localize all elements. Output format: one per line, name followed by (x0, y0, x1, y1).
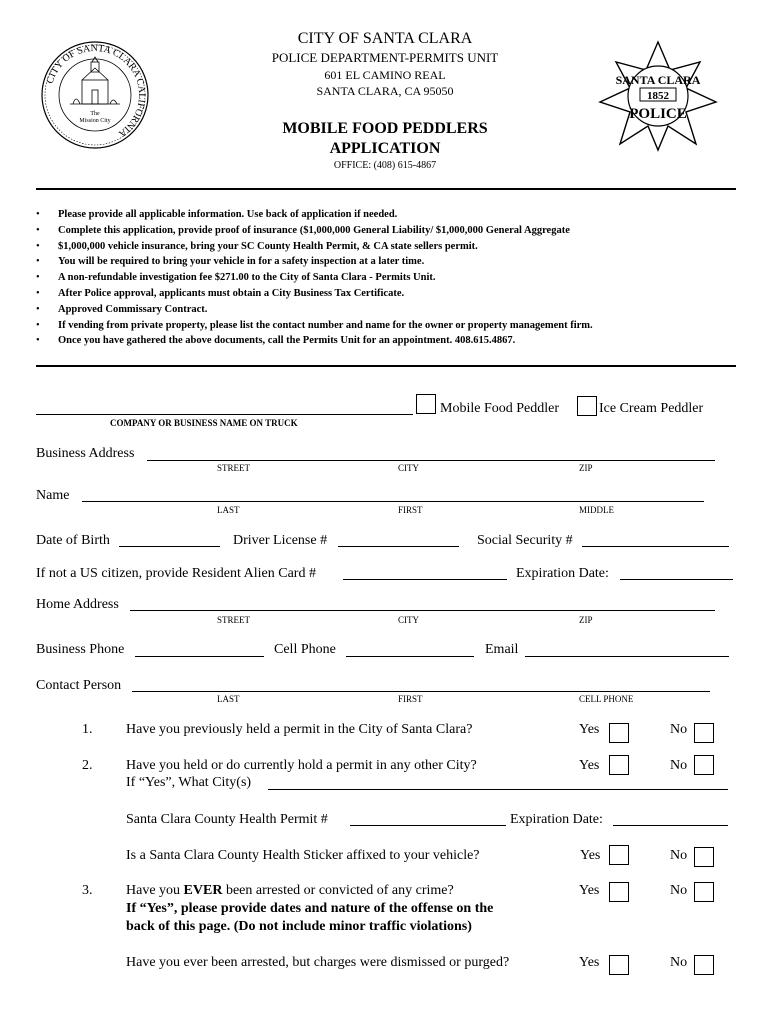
dismissed-charges-text: Have you ever been arrested, but charges were dismissed or purged? (126, 955, 510, 970)
instruction-item: • $1,000,000 vehicle insurance, bring your SC County Health Permit, & CA state sellers permit. (36, 239, 756, 255)
alien-expiration-label: Expiration Date: (516, 566, 609, 581)
header-divider (36, 188, 736, 190)
dob-label: Date of Birth (36, 533, 110, 548)
home-address-label: Home Address (36, 597, 119, 612)
driver-license-field[interactable] (338, 546, 459, 547)
office-phone: OFFICE: (408) 615-4867 (333, 160, 437, 171)
business-address-field[interactable] (147, 460, 715, 461)
q1-no-label: No (670, 722, 688, 737)
question-3-note-line1: If “Yes”, please provide dates and nature of the offense on the (126, 901, 494, 916)
q1-yes-checkbox[interactable] (609, 723, 629, 743)
contact-last-caption: LAST (217, 694, 240, 704)
name-last-caption: LAST (217, 505, 240, 515)
police-badge-logo (596, 40, 720, 152)
dismissed-no-checkbox[interactable] (694, 955, 714, 975)
cell-phone-label: Cell Phone (274, 642, 336, 657)
header-city: CITY OF SANTA CLARA (297, 30, 473, 47)
email-field[interactable] (525, 656, 729, 657)
badge-bottom-text: POLICE (629, 106, 687, 122)
instruction-item: • Approved Commissary Contract. (36, 302, 756, 318)
q1-yes-label: Yes (579, 722, 600, 737)
header-department: POLICE DEPARTMENT-PERMITS UNIT (271, 50, 499, 65)
question-3-note-line2: back of this page. (Do not include minor traffic violations) (126, 919, 472, 934)
q2-no-checkbox[interactable] (694, 755, 714, 775)
contact-person-label: Contact Person (36, 678, 122, 693)
name-first-caption: FIRST (398, 505, 423, 515)
business-phone-label: Business Phone (36, 642, 125, 657)
instruction-item: • A non-refundable investigation fee $271.00 to the City of Santa Clara - Permits Unit. (36, 270, 756, 286)
ice-cream-peddler-checkbox[interactable] (577, 396, 597, 416)
ssn-label: Social Security # (477, 533, 573, 548)
q3-no-checkbox[interactable] (694, 882, 714, 902)
q1-no-checkbox[interactable] (694, 723, 714, 743)
home-city-caption: CITY (398, 615, 419, 625)
name-label: Name (36, 488, 70, 503)
alien-card-field[interactable] (343, 579, 507, 580)
q2-no-label: No (670, 758, 688, 773)
q2-other-city-label: If “Yes”, What City(s) (126, 775, 252, 790)
sticker-no-label: No (670, 848, 688, 863)
instruction-item: • Complete this application, provide proof of insurance ($1,000,000 General Liability/ $1,000,000 General Aggregate (36, 223, 756, 239)
instruction-item: • You will be required to bring your vehicle in for a safety inspection at a later time. (36, 254, 756, 270)
health-permit-expiration-field[interactable] (613, 825, 728, 826)
dismissed-yes-label: Yes (579, 955, 600, 970)
instruction-item: • Please provide all applicable information. Use back of application if needed. (36, 207, 756, 223)
business-city-caption: CITY (398, 463, 419, 473)
header-citystate: SANTA CLARA, CA 95050 (316, 84, 454, 98)
instruction-list (36, 207, 756, 349)
business-phone-field[interactable] (135, 656, 264, 657)
mobile-food-peddler-checkbox[interactable] (416, 394, 436, 414)
company-name-caption: COMPANY OR BUSINESS NAME ON TRUCK (110, 418, 298, 428)
alien-expiration-field[interactable] (620, 579, 733, 580)
dismissed-no-label: No (670, 955, 688, 970)
form-title-line1: MOBILE FOOD PEDDLERS (282, 120, 488, 137)
instructions-divider (36, 365, 736, 367)
business-zip-caption: ZIP (579, 463, 593, 473)
q3-yes-checkbox[interactable] (609, 882, 629, 902)
instruction-item: • If vending from private property, please list the contact number and name for the owner or property management firm. (36, 318, 756, 334)
health-sticker-text: Is a Santa Clara County Health Sticker affixed to your vehicle? (126, 848, 480, 863)
home-address-field[interactable] (130, 610, 715, 611)
question-2-text: Have you held or do currently hold a permit in any other City? (126, 758, 477, 773)
sticker-yes-label: Yes (580, 848, 601, 863)
sticker-no-checkbox[interactable] (694, 847, 714, 867)
email-label: Email (485, 642, 519, 657)
sticker-yes-checkbox[interactable] (609, 845, 629, 865)
q2-yes-checkbox[interactable] (609, 755, 629, 775)
home-street-caption: STREET (217, 615, 250, 625)
health-permit-expiration-label: Expiration Date: (510, 812, 603, 827)
instruction-item: • Once you have gathered the above documents, call the Permits Unit for an appointment. 408.615.4867. (36, 333, 756, 349)
health-permit-label: Santa Clara County Health Permit # (126, 812, 328, 827)
q3-no-label: No (670, 883, 688, 898)
question-3-text: Have you EVER been arrested or convicted of any crime? (126, 883, 454, 898)
mobile-food-peddler-label: Mobile Food Peddler (440, 401, 559, 416)
header-street: 601 EL CAMINO REAL (324, 68, 446, 82)
health-permit-field[interactable] (350, 825, 506, 826)
dob-field[interactable] (119, 546, 220, 547)
instruction-item: • After Police approval, applicants must obtain a City Business Tax Certificate. (36, 286, 756, 302)
question-1-number: 1. (82, 722, 93, 737)
badge-top-text: SANTA CLARA (615, 73, 701, 87)
name-field[interactable] (82, 501, 704, 502)
question-1-text: Have you previously held a permit in the City of Santa Clara? (126, 722, 473, 737)
q2-yes-label: Yes (579, 758, 600, 773)
contact-cell-caption: CELL PHONE (579, 694, 634, 704)
dismissed-yes-checkbox[interactable] (609, 955, 629, 975)
business-street-caption: STREET (217, 463, 250, 473)
cell-phone-field[interactable] (346, 656, 474, 657)
badge-year: 1852 (647, 90, 669, 102)
driver-license-label: Driver License # (233, 533, 328, 548)
form-title-line2: APPLICATION (329, 140, 441, 157)
question-2-number: 2. (82, 758, 93, 773)
company-name-field[interactable] (36, 414, 413, 415)
name-middle-caption: MIDDLE (579, 505, 614, 515)
alien-card-label: If not a US citizen, provide Resident Alien Card # (36, 566, 316, 581)
seal-inner-text-2: Mission City (79, 118, 111, 124)
seal-ring-text: CITY OF SANTA CLARA CALIFORNIA (44, 42, 148, 140)
contact-person-field[interactable] (132, 691, 710, 692)
ice-cream-peddler-label: Ice Cream Peddler (599, 401, 704, 416)
q3-yes-label: Yes (579, 883, 600, 898)
business-address-label: Business Address (36, 446, 135, 461)
ssn-field[interactable] (582, 546, 729, 547)
seal-inner-text-1: The (90, 111, 100, 117)
home-zip-caption: ZIP (579, 615, 593, 625)
question-3-number: 3. (82, 883, 93, 898)
q2-other-city-field[interactable] (268, 789, 728, 790)
contact-first-caption: FIRST (398, 694, 423, 704)
